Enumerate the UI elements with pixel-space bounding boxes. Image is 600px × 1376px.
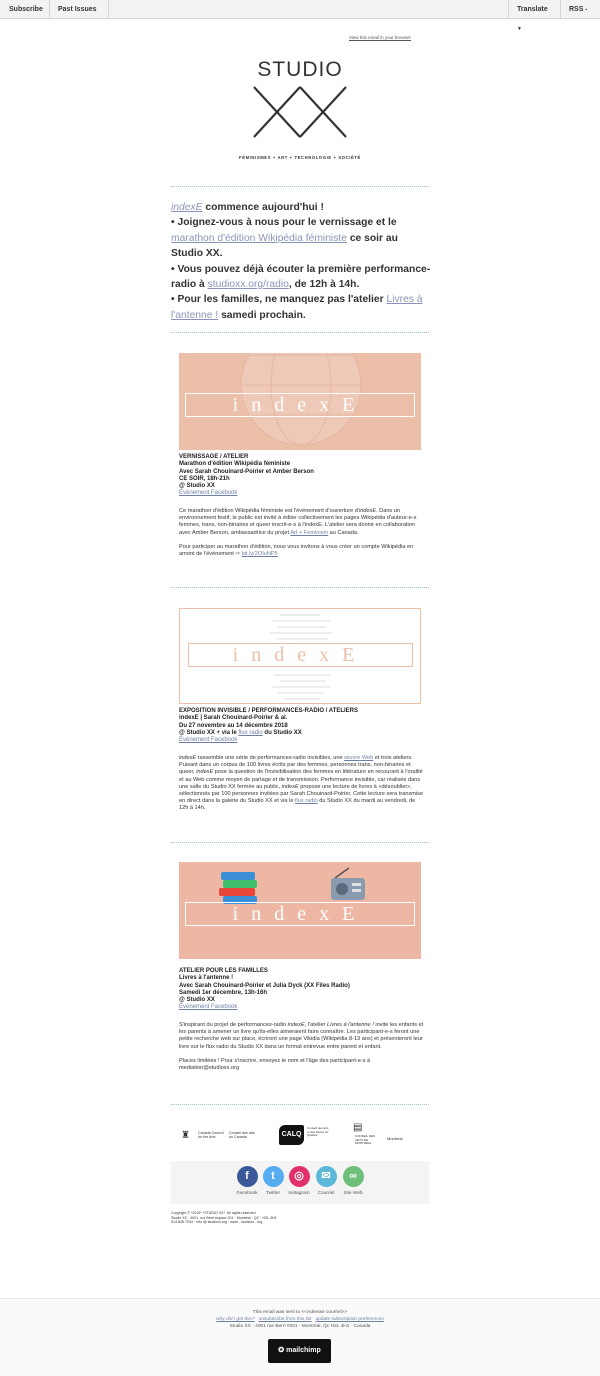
canada-council-icon: ♜ [181,1130,190,1141]
banner-title: indexE [232,644,368,666]
translate-menu[interactable] [508,0,560,32]
text: @ Studio XX + via le [179,729,239,736]
radio-stream-link-2[interactable]: flux radio [295,798,318,805]
event2-title: indexE | Sarah Chouinard-Poirier & al. [179,715,288,722]
subscribe-link[interactable]: Subscribe [9,6,43,13]
text: S'inspirant du projet de performances-radio [179,1022,288,1028]
event1-title: Marathon d'édition Wikipédia féministe [179,461,291,468]
radio-link[interactable]: studioxx.org/radio [207,279,289,291]
text: indexE [287,1022,305,1028]
intro-line-4: • Pour les familles, ne manquez pas l'atelier [171,294,387,306]
text: Pour participer au marathon d'édition, nous vous invitons à vous créer un compte Wikipédia en amont de l'événement ⇨ [179,543,414,558]
event1-date: CE SOIR, 18h-21h [179,475,230,482]
text: du Studio XX du mardi au vendredi, de 12h à 14h. [179,798,416,812]
twitter-icon: t [263,1166,284,1187]
studio-xx-logo [240,58,360,168]
text: propose une lecture de livres à «désoublier», sélectionnés par 100 personnes invitées par Sarah Chouinard-Poirier. Cette lecture sera transmise en direct dans la galerie du Studio XX et via le [179,783,424,805]
event1-header [179,454,424,498]
event3-type: ATELIER POUR LES FAMILLES [179,968,268,974]
address-line: Studio XX · 4001, rue Berri espace 201 · Montréal · QC · H2L 4H2 [171,1215,277,1220]
cam-icon: ▤ [353,1122,363,1133]
text: , l'atelier [304,1022,327,1028]
unsubscribe-link[interactable]: unsubscribe from this list [258,1317,312,1322]
radio-icon [331,868,365,900]
instagram-share[interactable] [284,1166,314,1196]
intro-line-2: • Joignez-vous à nous pour le vernissage et le [171,217,397,229]
event3-date: Samedi 1er décembre, 13h-16h [179,989,268,996]
calq-name: Conseil des arts et des lettres du Québec [307,1126,329,1138]
twitter-label: Twitter [265,1191,281,1196]
art-feminism-link[interactable]: Art + Feminism [290,529,329,536]
sent-to-text: This email was sent to <<Adresse courriel>> [252,1310,348,1315]
social-links [171,1161,429,1204]
event2-body [179,755,424,820]
text: du Studio XX [262,729,302,736]
event1-venue: @ Studio XX [179,483,215,490]
intro-line-3: • Vous pouvez déjà écouter la première performance-radio à [171,263,431,291]
text: indexE [281,783,299,790]
top-bar [0,0,600,32]
footer-address: Studio XX · 4001 rue Berri #201 · Montréal, Qc H2L 4H1 · Canada [229,1324,371,1329]
event2-facebook-link[interactable]: Événement Facebook [179,737,238,744]
view-in-browser-link[interactable]: View this email in your browser [349,35,411,40]
cam-logo [351,1120,421,1150]
banner-title: indexE [232,903,368,925]
event3-title: Livres à l'antenne ! [179,975,234,982]
event1-banner[interactable] [179,353,421,450]
event1-facebook-link[interactable]: Événement Facebook [179,490,238,497]
intro-line-4-end: samedi prochain. [218,309,306,321]
update-preferences-link[interactable]: update subscription preferences [315,1317,384,1322]
mailchimp-badge[interactable] [268,1339,331,1363]
intro-line-2-end: ce soir au Studio XX. [171,232,398,260]
event3-venue: @ Studio XX [179,997,215,1004]
mailchimp-footer [0,1298,600,1376]
event2-header [179,708,424,744]
copyright [171,1211,371,1225]
intro-text [171,200,431,323]
event3-facebook-link[interactable]: Événement Facebook [179,1004,238,1011]
divider [108,0,109,19]
divider [171,1104,429,1105]
text: . Dans un environnement festif, le public est invité à éditer collectivement les pages Wikipédia d'auteur-e-s femmes, trans, non-binaires et queer inscrit-e-s à l'indexE. L'atelier sera donné en collaboration avec Amber Berson, ambassadrice du projet [179,508,417,536]
canada-council-fr: Conseil des arts du Canada [229,1131,255,1140]
cam-name: CONSEIL DES ARTS DE MONTRÉAL [355,1134,376,1146]
marathon-link[interactable]: marathon d'édition Wikipédia féministe [171,232,347,244]
event2-banner[interactable] [179,608,421,704]
logo-wordmark: STUDIO [257,58,343,81]
translate-label: Translate [517,6,548,13]
mailchimp-label: mailchimp [286,1347,321,1354]
text: Ce marathon d'édition Wikipédia féministe est l'événement d'ouverture d' [179,508,359,514]
registration-text: Places limitées ! Pour s'inscrire, envoyez le nom et l'âge des participant-e-s à mediation@studioxx.org [179,1057,371,1072]
event1-type: VERNISSAGE / ATELIER [179,454,249,460]
contact-line: 514.845.7934 · info @ studioxx.org · www . studioxx . org [171,1220,263,1225]
text: indexE [196,769,214,776]
instagram-icon: ◎ [289,1166,310,1187]
divider [171,842,429,843]
link-icon: ∞ [343,1166,364,1187]
indexe-link[interactable]: indexE [171,202,203,213]
logo-tagline: FÉMINISMES + ART + TECHNOLOGIE + SOCIÉTÉ [239,155,361,160]
canada-council-logo [181,1130,261,1144]
instagram-label: Instagram [288,1191,310,1196]
website-share[interactable] [338,1166,368,1196]
calq-mark: CALQ [279,1125,304,1145]
event2-type: EXPOSITION INVISIBLE / PERFORMANCES-RADIO / ATELIERS [179,708,359,714]
divider [171,332,429,333]
why-link[interactable]: why did I get this? [216,1317,255,1322]
event3-banner[interactable] [179,862,421,959]
event2-date: Du 27 novembre au 14 décembre 2018 [179,722,288,729]
xx-logo-icon [240,82,360,142]
text: indexE [358,508,377,514]
event1-hosts: Avec Sarah Chouinard-Poirier et Amber Berson [179,468,314,475]
divider [171,587,429,588]
caret-down-icon: ▼ [517,26,522,32]
rss-label: RSS [569,6,584,13]
text: pose la question de l'invisibilisation des femmes en littérature en recourant à l'oralité et au Web comme moyen de partage et de transmission. Performance invisible, car réalisée dans une salle du Studio XX fermée au public, [179,769,423,790]
atelier-link[interactable]: Livres à l'antenne ! [171,294,423,321]
event1-body [179,508,424,565]
wikipedia-signup-link[interactable]: bit.ly/2OIuNP5 [241,551,278,558]
intro-line-1: commence aujourd'hui ! [202,202,324,213]
montreal-logo: Montréal [387,1136,403,1141]
rss-link[interactable] [560,0,596,19]
event3-hosts: Avec Sarah Chouinard-Poirier et Julia Dyck (XX Files Radio) [179,982,350,989]
radio-stream-link[interactable]: flux radio [238,729,263,736]
event3-header [179,968,424,1012]
canada-council-en: Canada Council for the Arts [198,1131,224,1140]
copyright-line: Copyright © *2018* *STUDIO XX*, All rights reserved. [171,1211,257,1215]
text: rassemble une série de performances-radio invisibles, une [196,755,345,761]
divider [171,186,429,187]
email-icon: ✉ [316,1166,337,1187]
past-issues-link[interactable]: Past Issues [58,6,97,13]
mailchimp-icon: ✪ [278,1347,285,1354]
web-work-link[interactable]: œuvre Web [344,755,374,761]
rss-icon: ▪ [585,7,588,13]
text: au Canada. [328,529,359,536]
facebook-icon: f [237,1166,258,1187]
footer-links [0,1317,600,1322]
text: invite les enfants et les parents à amener un livre qu'ils-elles aimeraient faire connaître. Les participant-e-s feront une petite recherche web sur place, écriront une page Vikidia (Wikipédia 8-13 ans) et présenteront leur livre sur le flux radio du Studio XX dans un format entrevue entre parent et enfant. [179,1022,424,1050]
books-icon [219,872,257,904]
facebook-label: Facebook [236,1191,258,1196]
website-label: Site Web [343,1191,363,1196]
calq-logo [279,1123,329,1149]
email-label: Courriel [317,1191,335,1196]
intro-line-3-end: , de 12h à 14h. [288,279,360,291]
banner-title: indexE [232,394,368,416]
text: et trois ateliers. Puisant dans un corpus de 100 livres écrits par des femmes, personnes trans, non-binaires et queer, [179,755,413,776]
event3-body [179,1022,424,1079]
text: indexE [179,755,197,761]
text: Livres à l'antenne ! [326,1022,374,1028]
email-share[interactable] [311,1166,341,1196]
sponsor-logos [179,1120,421,1152]
